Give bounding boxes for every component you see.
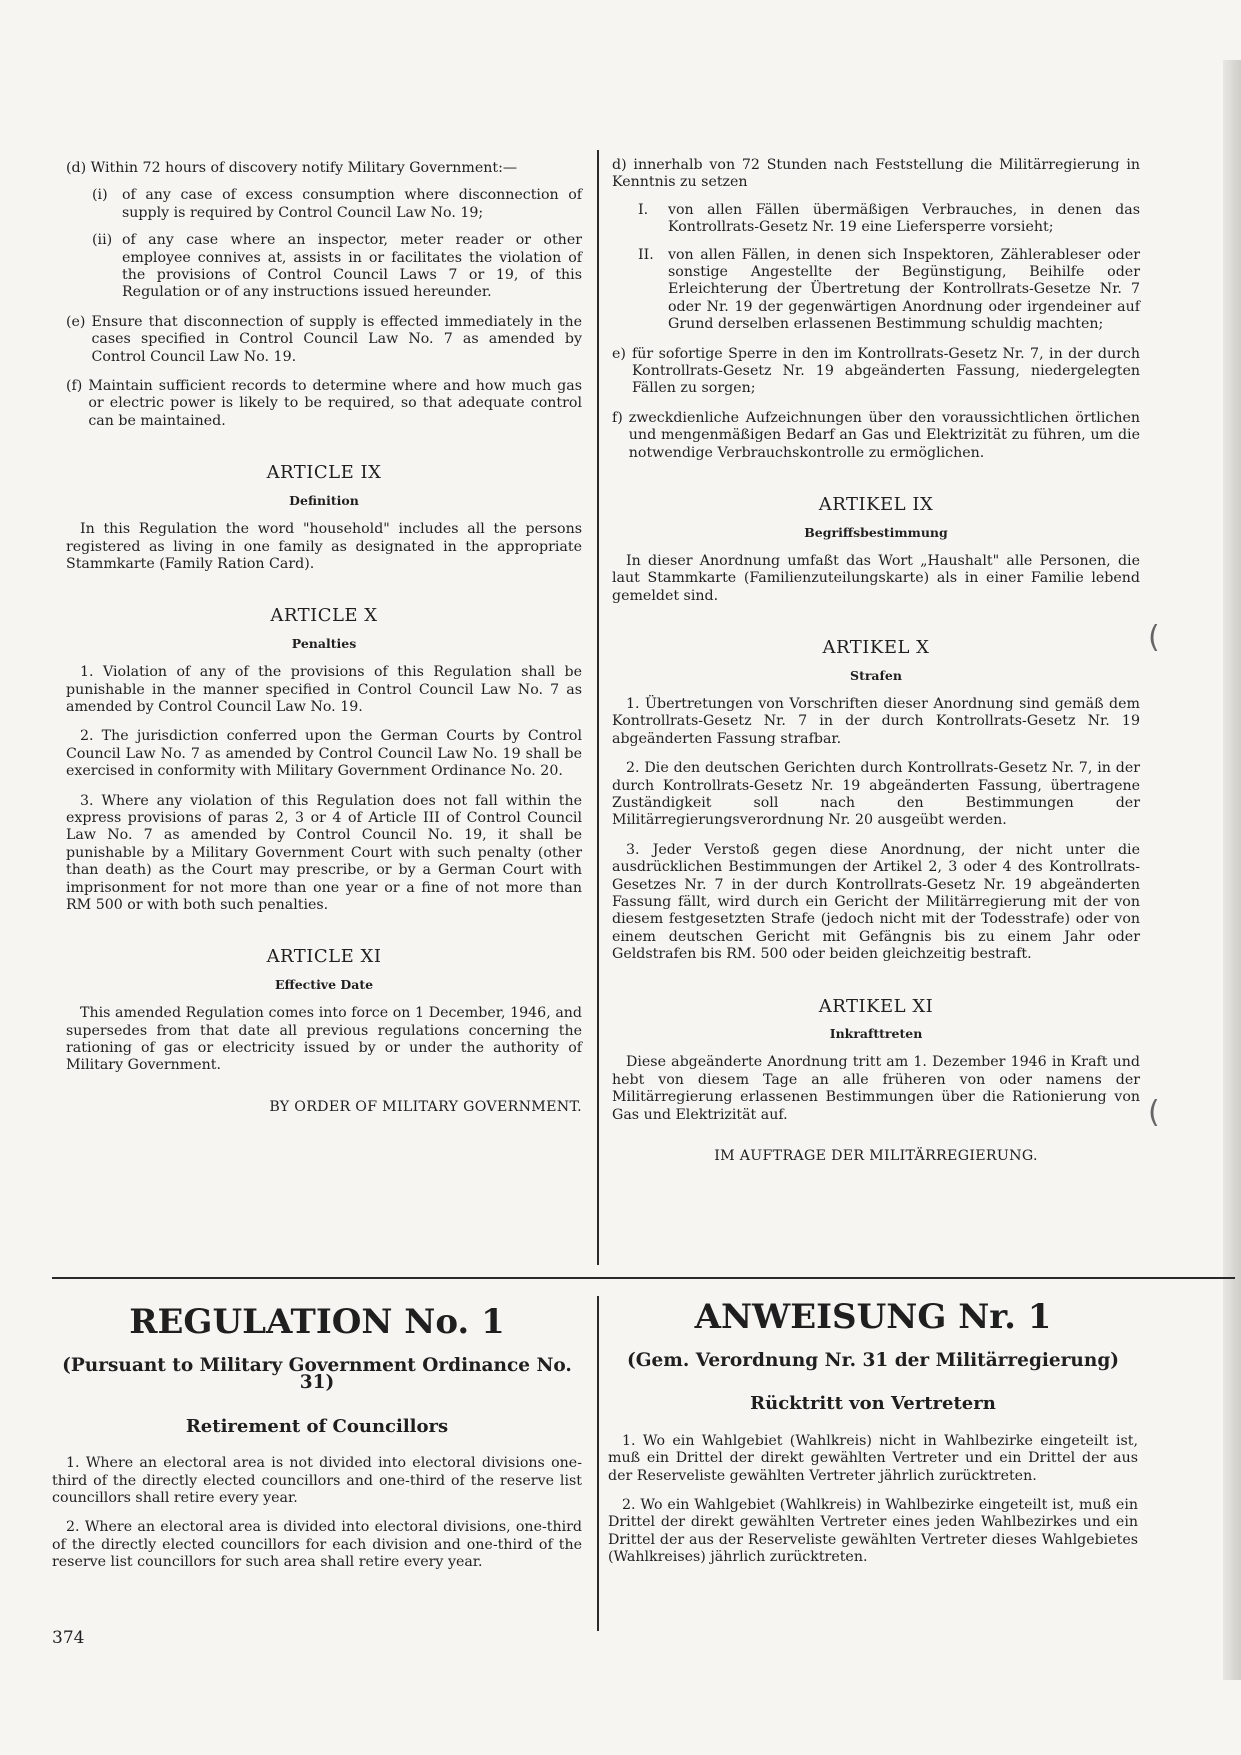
article-paragraph: 3. Where any violation of this Regulation does not fall within the express provisions of paras 2, 3 or 4 of Article III of Control Council Law No. 7 as amended by Control Council No. 19, it shall be punishable by a Military Government Court with such penalty (other than death) as the Court may prescribe, or by a German Court with imprisonment for not more than one year or a fine of not more than RM 500 or with both such penalties. — [66, 792, 582, 913]
regulation-subtitle: (Gem. Verordnung Nr. 31 der Militärregierung) — [626, 1350, 1120, 1371]
clause-text: von allen Fällen, in denen sich Inspektoren, Zählerableser oder sonstige Angestellte der Begünstigung, Beihilfe oder Erleichterung der Übertretung der Kontrollrats-Gesetze Nr. 7 oder Nr. 19 der gegenwärtigen Anordnung oder irgendeiner auf Grund derselben erlassenen Bestimmung schuldig machten; — [668, 246, 1140, 333]
clause-label: I. — [638, 201, 649, 218]
article-heading: ARTICLE X — [270, 605, 378, 627]
regulation-title: REGULATION No. 1 — [129, 1302, 505, 1342]
english-column-bottom — [52, 1303, 582, 1572]
clause-text: Maintain sufficient records to determine where and how much gas or electric power is likely to be required, so that adequate control can be maintained. — [88, 378, 582, 429]
margin-bracket-mark: ( — [1148, 1095, 1160, 1130]
article-paragraph: 3. Jeder Verstoß gegen diese Anordnung, der nicht unter die ausdrücklichen Bestimmungen der Artikel 2, 3 oder 4 des Kontrollrats-Gesetzes Nr. 7 in der durch Kontrollrats-Gesetz Nr. 19 abgeänderten Fassung fällt, wird durch ein Gericht der Militärregierung mit der von diesem festgesetzten Strafe (jedoch nicht mit der Todesstrafe) oder von einem deutschen Gericht mit Gefängnis bis zu einem Jahr oder Geldstrafen bis RM. 500 oder beiden gleichzeitig bestraft. — [612, 841, 1140, 963]
clause-label: II. — [638, 246, 654, 263]
article-subheading: Strafen — [850, 667, 902, 683]
article-paragraph: 1. Übertretungen von Vorschriften dieser Anordnung sind gemäß dem Kontrollrats-Gesetz Nr. 7 in der durch Kontrollrats-Gesetz Nr. 19 abgeänderten Fassung strafbar. — [612, 695, 1140, 747]
regulation-heading: Rücktritt von Vertretern — [750, 1393, 996, 1415]
regulation-heading: Retirement of Councillors — [185, 1415, 449, 1437]
signature-line: BY ORDER OF MILITARY GOVERNMENT. — [269, 1098, 582, 1115]
article-subheading: Begriffsbestimmung — [804, 524, 948, 540]
article-subheading: Definition — [289, 492, 359, 508]
article-paragraph: 2. Die den deutschen Gerichten durch Kontrollrats-Gesetz Nr. 7, in der durch Kontrollrats-Gesetz Nr. 19 abgeänderten Fassung, übertragene Zuständigkeit soll nach den Bestimmungen der Militärregierungsverordnung Nr. 20 ausgeübt werden. — [612, 760, 1140, 829]
article-paragraph: In this Regulation the word "household" includes all the persons registered as living in one family as designated in the appropriate Stammkarte (Family Ration Card). — [66, 521, 582, 572]
clause-text: von allen Fällen übermäßigen Verbrauches, in denen das Kontrollrats-Gesetz Nr. 19 eine Liefersperre vorsieht; — [668, 201, 1140, 236]
clause-text: of any case of excess consumption where disconnection of supply is required by Control Council Law No. 19; — [122, 187, 582, 221]
article-heading: ARTIKEL XI — [818, 995, 934, 1017]
clause-label: (f) — [66, 378, 83, 395]
german-column-top — [612, 157, 1140, 1165]
regulation-paragraph: 2. Wo ein Wahlgebiet (Wahlkreis) in Wahlbezirke eingeteilt ist, muß ein Drittel der direkt gewählten Vertreter eines jeden Wahlbezirkes und ein Drittel der aus der Reserveliste gewählten Vertreter dieses Wahlgebietes (Wahlkreises) jährlich zurücktreten. — [608, 1497, 1138, 1566]
english-column-top — [66, 160, 582, 1116]
clause-d-ii — [612, 247, 1140, 334]
clause-d-i — [66, 187, 582, 222]
article-heading: ARTIKEL X — [822, 637, 930, 659]
article-paragraph: In dieser Anordnung umfaßt das Wort „Haushalt" alle Personen, die laut Stammkarte (Familienzuteilungskarte) als in einer Familie lebend gemeldet sind. — [612, 552, 1140, 604]
regulation-title: ANWEISUNG Nr. 1 — [694, 1297, 1052, 1337]
clause-text: für sofortige Sperre in den im Kontrollrats-Gesetz Nr. 7, in der durch Kontrollrats-Gesetz Nr. 19 abgeänderten Fassung, niedergelegten Fällen zu sorgen; — [631, 345, 1140, 397]
regulation-paragraph: 1. Where an electoral area is not divided into electoral divisions one-third of the directly elected councillors and one-third of the reserve list councillors shall retire every year. — [52, 1455, 582, 1507]
regulation-paragraph: 2. Where an electoral area is divided into electoral divisions, one-third of the directly elected councillors for each division and one-third of the reserve list councillors for such area shall retire every year. — [52, 1519, 582, 1571]
article-heading: ARTIKEL IX — [818, 494, 934, 516]
clause-e — [66, 314, 582, 366]
signature-line: IM AUFTRAGE DER MILITÄRREGIERUNG. — [714, 1148, 1038, 1165]
clause-d-ii — [66, 232, 582, 302]
margin-bracket-mark: ( — [1148, 620, 1160, 655]
article-subheading: Effective Date — [274, 976, 374, 992]
article-heading: ARTICLE XI — [266, 946, 382, 968]
article-paragraph: Diese abgeänderte Anordnung tritt am 1. Dezember 1946 in Kraft und hebt von diesem Tage an alle früheren von oder namens der Militärregierung erlassenen Bestimmungen über die Rationierung von Gas und Elektrizität auf. — [612, 1054, 1140, 1123]
article-paragraph: 1. Violation of any of the provisions of this Regulation shall be punishable in the manner specified in Control Council Law No. 7 as amended by Control Council Law No. 19. — [66, 664, 582, 715]
article-paragraph: This amended Regulation comes into force on 1 December, 1946, and supersedes from that date all previous regulations concerning the rationing of gas or electricity issued by or under the authority of Military Government. — [66, 1005, 582, 1074]
article-paragraph: 2. The jurisdiction conferred upon the German Courts by Control Council Law No. 7 as amended by Control Council Law No. 19 shall be exercised in conformity with Military Government Ordinance No. 20. — [66, 728, 582, 780]
page-number: 374 — [52, 1628, 85, 1648]
clause-text: Ensure that disconnection of supply is effected immediately in the cases specified in Control Council Law No. 7 as amended by Control Council Law No. 19. — [91, 313, 582, 365]
clause-d-i — [612, 202, 1140, 237]
clause-d-intro: d) innerhalb von 72 Stunden nach Feststellung die Militärregierung in Kenntnis zu setzen — [612, 157, 1140, 191]
article-heading: ARTICLE IX — [266, 462, 382, 484]
article-subheading: Inkrafttreten — [829, 1026, 923, 1042]
column-divider-top — [597, 150, 599, 1265]
clause-label: f) — [612, 409, 623, 426]
clause-label: e) — [612, 345, 626, 362]
german-column-bottom — [608, 1298, 1138, 1567]
clause-label: (e) — [66, 313, 86, 330]
column-divider-bottom — [597, 1296, 599, 1631]
clause-label: (ii) — [92, 232, 113, 249]
scan-edge — [1223, 60, 1241, 1680]
regulation-subtitle: (Pursuant to Military Government Ordinance No. 31) — [62, 1355, 572, 1394]
clause-text: of any case where an inspector, meter reader or other employee connives at, assists in or facilitates the violation of the provisions of Control Council Laws 7 or 19, of this Regulation or of any instructions issued hereunder. — [122, 232, 582, 301]
article-subheading: Penalties — [291, 635, 357, 651]
clause-f — [612, 410, 1140, 462]
section-divider — [52, 1277, 1235, 1279]
clause-f — [66, 378, 582, 430]
clause-label: (i) — [92, 187, 108, 204]
clause-e — [612, 346, 1140, 398]
regulation-paragraph: 1. Wo ein Wahlgebiet (Wahlkreis) nicht in Wahlbezirke eingeteilt ist, muß ein Drittel der direkt gewählten Vertreter und ein Drittel der aus der Reserveliste gewählten Vertreter jährlich zurücktreten. — [608, 1432, 1138, 1484]
clause-d-intro: (d) Within 72 hours of discovery notify Military Government:— — [66, 160, 518, 176]
clause-text: zweckdienliche Aufzeichnungen über den voraussichtlichen örtlichen und mengenmäßigen Bedarf an Gas und Elektrizität zu führen, um die notwendige Verbrauchskontrolle zu ermöglichen. — [628, 409, 1140, 461]
